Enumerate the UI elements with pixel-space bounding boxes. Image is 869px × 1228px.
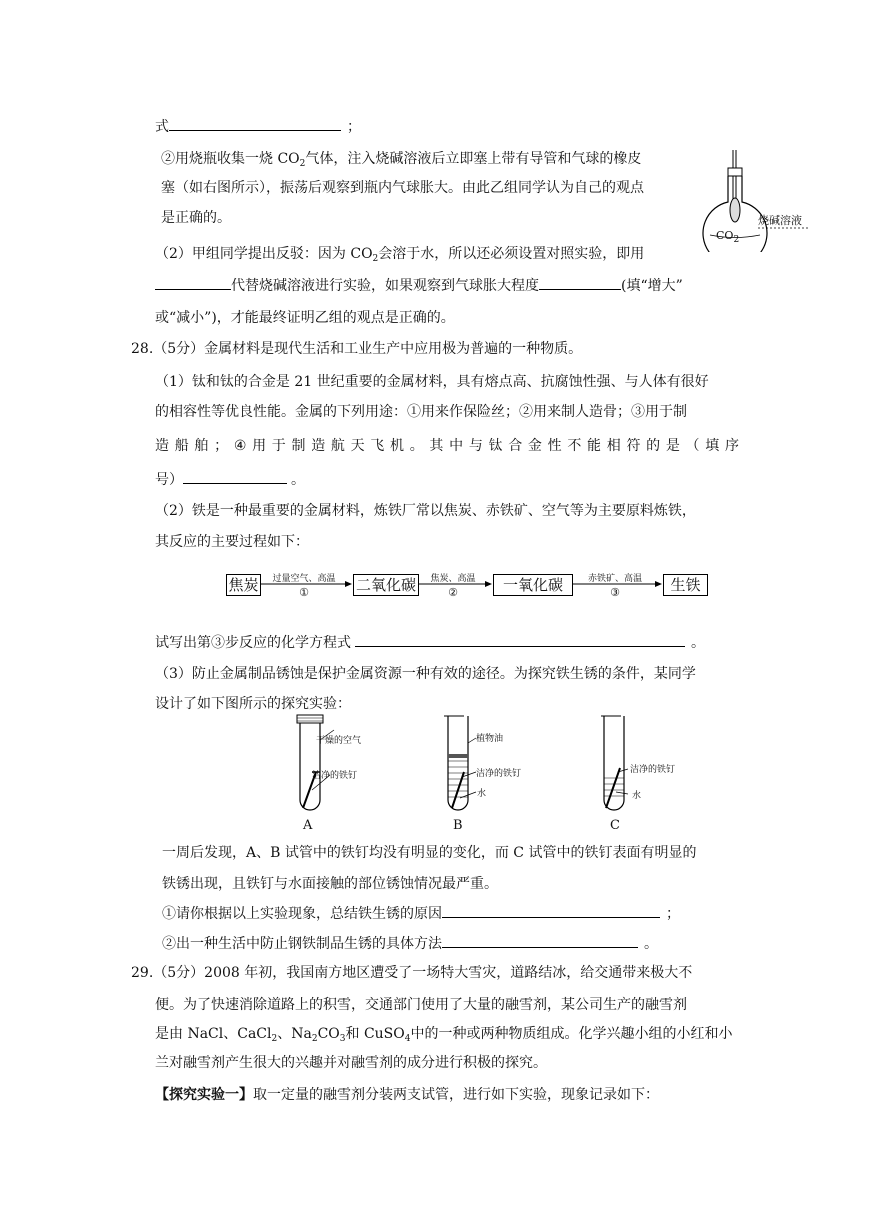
question-29-head: 29.（5分）2008 年初，我国南方地区遭受了一场特大雪灾，道路结冰，给交通带来极大不 [131,965,693,981]
text-line: 是由 NaCl、CaCl$_2$、$Na_2CO_3$和 CuSO$_4$中的一种或两种物质组成。化学兴趣小组的小红和小 [155,1026,733,1044]
arrow-label-bottom: ② [448,586,458,599]
tube-b-label-oil: 植物油 [476,734,504,744]
tube-a-label-nail: 洁净的铁钉 [312,771,358,781]
text-line-justified: 造 船 舶 ； ④ 用 于 制 造 航 天 飞 机 。 其 中 与 钛 合 金 性 不 能 相 符 的 是 （ 填 序 [155,438,739,454]
flow-box-co: 一氧化碳 [493,574,573,596]
question-28-head: 28.（5分）金属材料是现代生活和工业生产中应用极为普遍的一种物质。 [131,341,583,357]
answer-line: ①请你根据以上实验现象，总结铁生锈的原因 ； [162,903,680,924]
tube-c-name: C [610,818,620,833]
answer-blank[interactable] [355,632,685,647]
arrow-label-top: 赤铁矿、高温 [587,574,642,584]
text-line: 铁锈出现，且铁钉与水面接触的部位锈蚀情况最严重。 [162,876,498,892]
text-line: 或“减小”)，才能最终证明乙组的观点是正确的。 [155,310,455,326]
test-tubes-diagram [290,712,630,822]
text-line: 塞（如右图所示），振荡后观察到瓶内气球胀大。由此乙组同学认为自己的观点 [161,180,644,196]
arrow-label-top: 焦炭、高温 [430,574,476,584]
text-line: ②用烧瓶收集一烧 $CO_2$气体，注入烧碱溶液后立即塞上带有导管和气球的橡皮 [161,151,642,169]
flow-box-coke: 焦炭 [226,574,261,596]
text-line: 【探究实验一】取一定量的融雪剂分装两支试管，进行如下实验，现象记录如下： [155,1087,659,1103]
answer-line-formula: 式 ； [155,116,361,137]
text-line: （3）防止金属制品锈蚀是保护金属资源一种有效的途径。为探究铁生锈的条件，某同学 [155,666,696,682]
answer-line: ②出一种生活中防止钢铁制品生锈的具体方法 。 [162,933,658,954]
arrow-label-bottom: ① [299,586,309,599]
tube-c [601,716,628,810]
answer-line: 号） 。 [155,469,305,490]
tube-c-label-water: 水 [632,791,642,801]
answer-line: 代替烧碱溶液进行实验，如果观察到气球胀大程度 (填“增大” [155,275,683,296]
text-line: 便。为了快速消除道路上的积雪，交通部门使用了大量的融雪剂，某公司生产的融雪剂 [155,997,687,1013]
text-line: 是正确的。 [161,210,231,226]
text-line: （2）铁是一种最重要的金属材料，炼铁厂常以焦炭、赤铁矿、空气等为主要原料炼铁， [155,503,696,519]
tube-b-label-water: 水 [477,789,487,799]
flask-gas-label: $CO_2$ [716,229,740,245]
text-line: 一周后发现，A、B 试管中的铁钉均没有明显的变化，而 C 试管中的铁钉表面有明显的 [162,845,697,861]
answer-blank[interactable] [442,903,660,918]
flow-box-co2: 二氧化碳 [353,574,419,596]
text-line: 设计了如下图所示的探究实验： [155,696,351,712]
tube-a-label-air: 干燥的空气 [316,736,362,746]
arrow-label-top: 过量空气、高温 [272,574,336,584]
text-line: （1）钛和钛的合金是 21 世纪重要的金属材料，具有熔点高、抗腐蚀性强、与人体有很好 [155,374,709,390]
section-label: 【探究实验一】 [155,1087,253,1103]
text-line: 兰对融雪剂产生很大的兴趣并对融雪剂的成分进行积极的探究。 [155,1055,547,1071]
flow-box-pig-iron: 生铁 [663,574,708,596]
tube-a-name: A [303,818,313,833]
text-line: 的相容性等优良性能。金属的下列用途：①用来作保险丝；②用来制人造骨；③用于制 [155,404,687,420]
answer-line: 试写出第③步反应的化学方程式 。 [155,632,705,653]
tube-c-label-nail: 洁净的铁钉 [630,765,676,775]
answer-blank[interactable] [442,933,638,948]
arrow-label-bottom: ③ [610,586,620,599]
flask-label: 烧碱溶液 [758,214,802,227]
tube-a [297,715,334,810]
tube-b-label-nail: 洁净的铁钉 [476,769,522,779]
tube-b [444,716,476,810]
text-line: 其反应的主要过程如下： [155,534,309,550]
tube-b-name: B [453,818,463,833]
text-line: （2）甲组同学提出反驳：因为 $CO_2$会溶于水，所以还必须设置对照实验，即用 [155,246,645,264]
